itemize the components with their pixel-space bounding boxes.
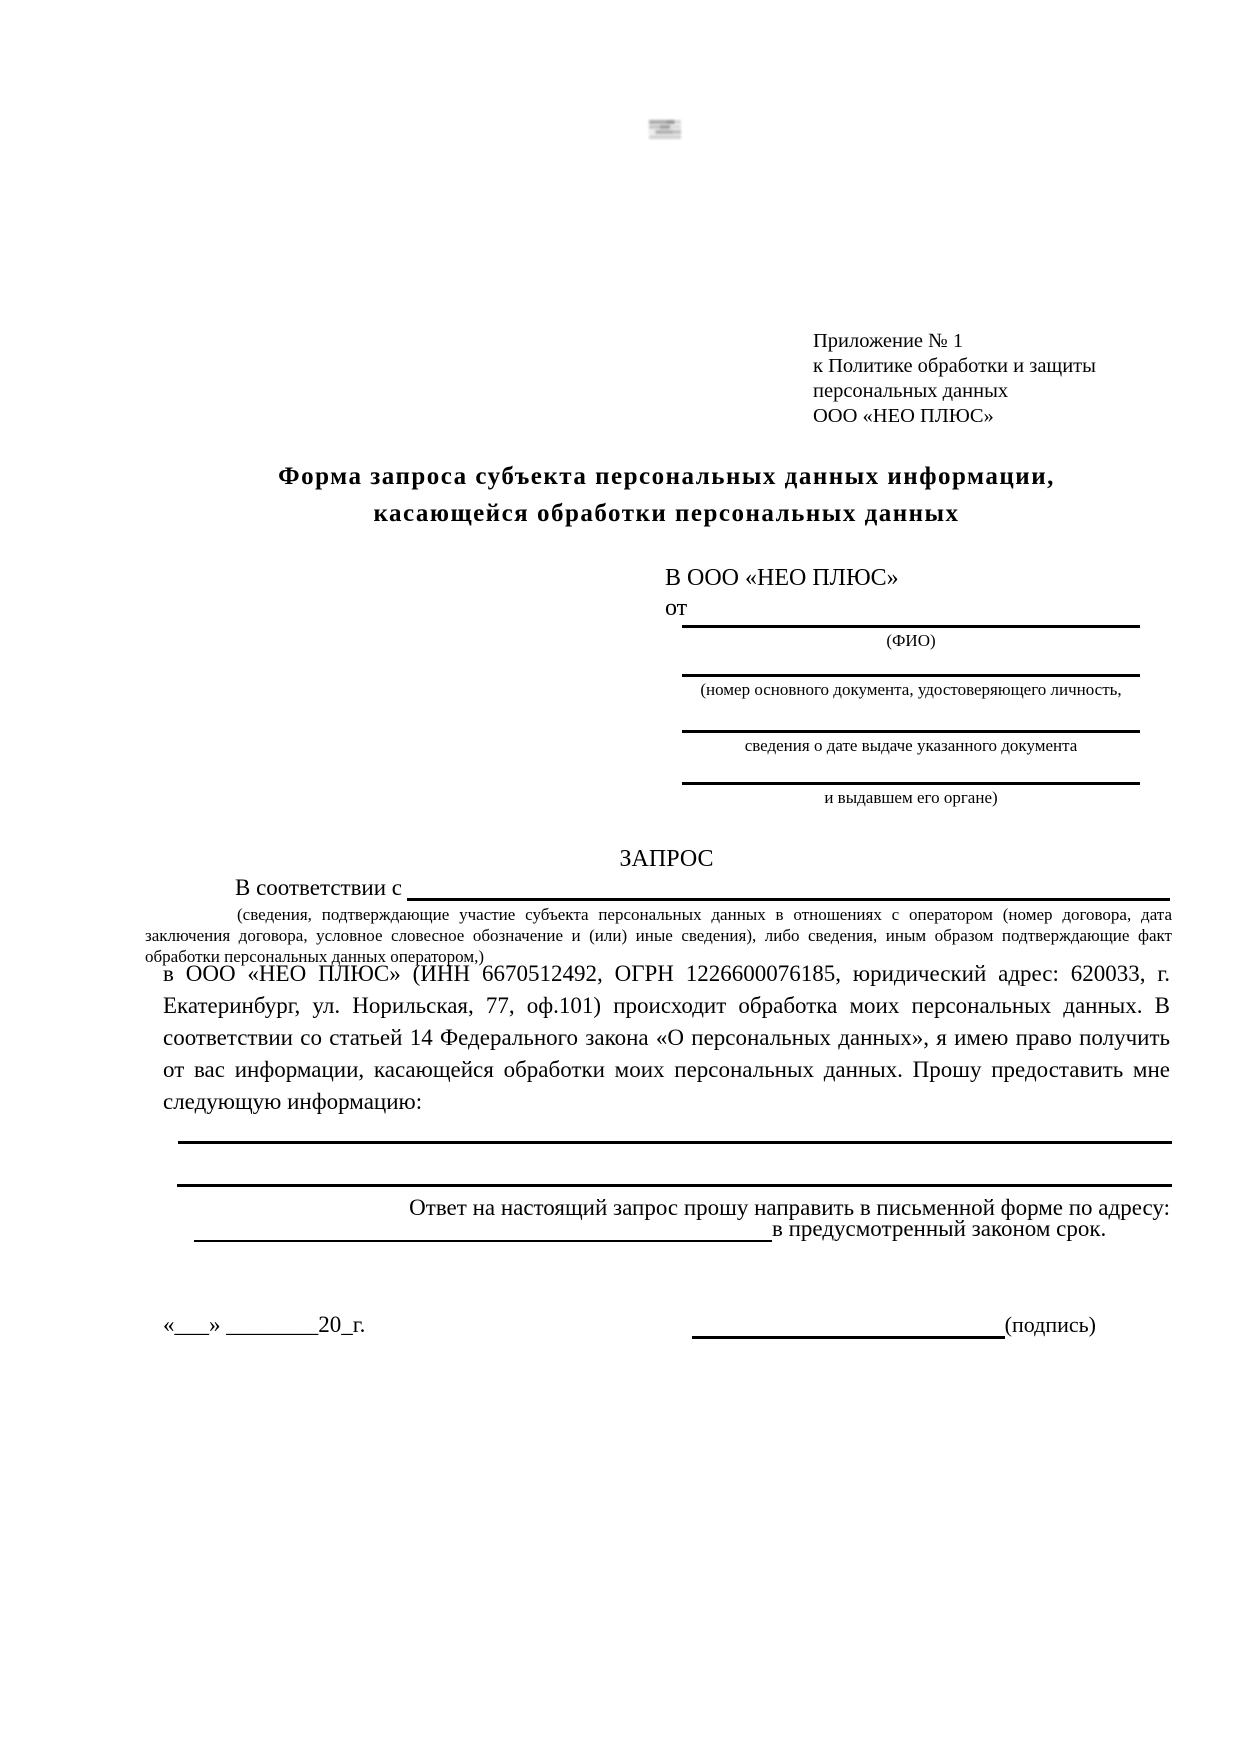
document-issuer-blank-line: [682, 782, 1140, 785]
document-issuer-caption: и выдавшем его органе): [824, 788, 998, 807]
document-number-caption: (номер основного документа, удостоверяющего личность,: [700, 680, 1122, 699]
signature-blank-line: [692, 1312, 1005, 1339]
document-number-blank-line: [682, 674, 1140, 677]
reply-deadline-text: в предусмотренный законом срок.: [772, 1216, 1107, 1241]
reply-request-text: Ответ на настоящий запрос прошу направить в письменной форме по адресу:: [409, 1195, 1170, 1220]
thumbnail-stripe: [649, 120, 681, 124]
addressee-block: [665, 563, 899, 623]
request-intro-row: [163, 874, 1170, 901]
blurred-thumbnail-icon: [649, 120, 681, 139]
reply-address-row: [194, 1215, 1106, 1242]
appendix-line: персональных данных: [813, 380, 1009, 402]
reply-address-blank-line: [194, 1215, 772, 1242]
addressee-from-label: от: [665, 595, 688, 621]
information-blank-line: [177, 1184, 1172, 1187]
date-signature-row: [163, 1311, 1096, 1339]
appendix-line: к Политике обработки и защиты: [813, 355, 1096, 377]
information-blank-line: [178, 1141, 1172, 1144]
document-title-line: касающейся обработки персональных данных: [373, 500, 960, 527]
thumbnail-stripe: [649, 135, 681, 139]
request-intro-text: В соответствии с: [235, 875, 403, 900]
field-fio: [682, 625, 1140, 651]
field-document-issuer: [682, 782, 1140, 808]
document-issue-date-caption: сведения о дате выдаче указанного документа: [744, 736, 1078, 755]
document-title-line: Форма запроса субъекта персональных данных информации,: [278, 463, 1055, 490]
appendix-line: ООО «НЕО ПЛЮС»: [813, 405, 994, 427]
request-heading: ЗАПРОС: [619, 846, 714, 872]
request-body-paragraph: в ООО «НЕО ПЛЮС» (ИНН 6670512492, ОГРН 1226600076185, юридический адрес: 620033, г. Екатеринбург, ул. Норильская, 77, оф.101) происходит обработка моих персональных данных. В соответствии со статьей 14 Федерального закона «О персональных данных», я имею право получить от вас информации, касающейся обработки моих персональных данных. Прошу предоставить мне следующую информацию:: [163, 961, 1170, 1114]
fio-blank-line: [682, 625, 1140, 628]
request-intro-blank-line: [407, 874, 1170, 901]
appendix-block: [813, 329, 1096, 429]
document-issue-date-blank-line: [682, 730, 1140, 733]
thumbnail-stripe: [649, 130, 681, 134]
field-document-number: [682, 674, 1140, 700]
signature-caption: (подпись): [1004, 1312, 1096, 1337]
fine-print-note: (сведения, подтверждающие участие субъекта персональных данных в отношениях с оператором (номер договора, дата заключения договора, условное словесное обозначение и (или) иные сведения), либо сведения, иным образом подтверждающие факт обработки персональных данных оператором,): [145, 905, 1172, 966]
document-title: [163, 458, 1170, 532]
addressee-to: В ООО «НЕО ПЛЮС»: [665, 565, 899, 591]
field-document-issue-date: [682, 730, 1140, 756]
appendix-line: Приложение № 1: [813, 330, 964, 352]
fio-caption: (ФИО): [886, 631, 936, 650]
thumbnail-stripe: [649, 125, 681, 129]
date-placeholder: «___» ________20_г.: [163, 1312, 366, 1337]
signature-group: [692, 1311, 1096, 1339]
